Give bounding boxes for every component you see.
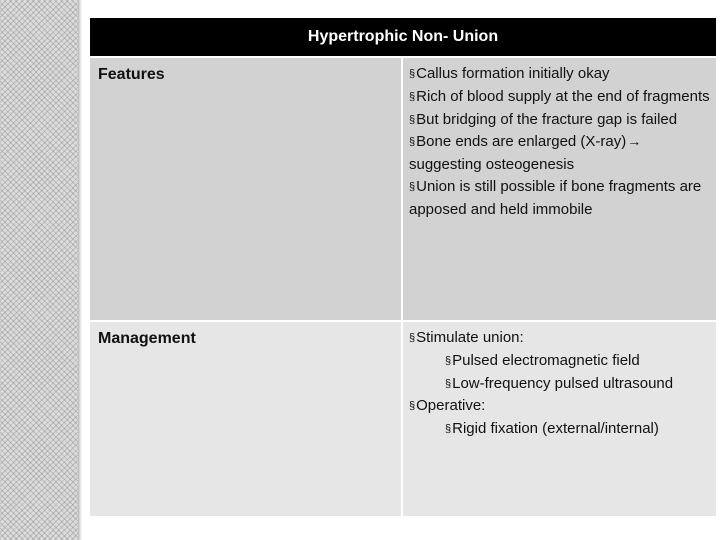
list-item: §Callus formation initially okay [409,65,610,82]
list-item: §Low-frequency pulsed ultrasound [445,374,674,392]
decorative-side-bar [0,0,79,540]
list-item: §But bridging of the fracture gap is failed [409,110,678,128]
arrow-right-icon: → [627,133,642,150]
bullet-icon: § [445,423,452,436]
bullet-icon: § [409,90,416,103]
bullet-icon: § [409,180,416,193]
list-item: §Union is still possible if bone fragments are apposed and held immobile [409,177,702,218]
features-content [403,58,716,320]
list-item: §Rigid fixation (external/internal) [445,420,659,438]
list-item: §Operative: [409,397,486,415]
row-label-features: Features [90,58,401,320]
bullet-icon: § [409,400,416,413]
list-item: §Stimulate union: [409,329,524,346]
list-item: §Rich of blood supply at the end of fragments [409,87,710,105]
side-bar-edge [78,0,82,540]
list-item: §Bone ends are enlarged (X-ray)→ suggesting osteogenesis [409,133,642,174]
bullet-icon: § [445,377,452,390]
bullet-icon: § [409,113,416,126]
table-title: Hypertrophic Non- Union [90,18,716,56]
bullet-icon: § [445,354,452,367]
row-label-management: Management [90,322,401,516]
bullet-icon: § [409,136,416,149]
bullet-icon: § [409,68,416,80]
management-content [403,322,716,516]
list-item: §Pulsed electromagnetic field [445,351,640,369]
bullet-icon: § [409,332,416,344]
